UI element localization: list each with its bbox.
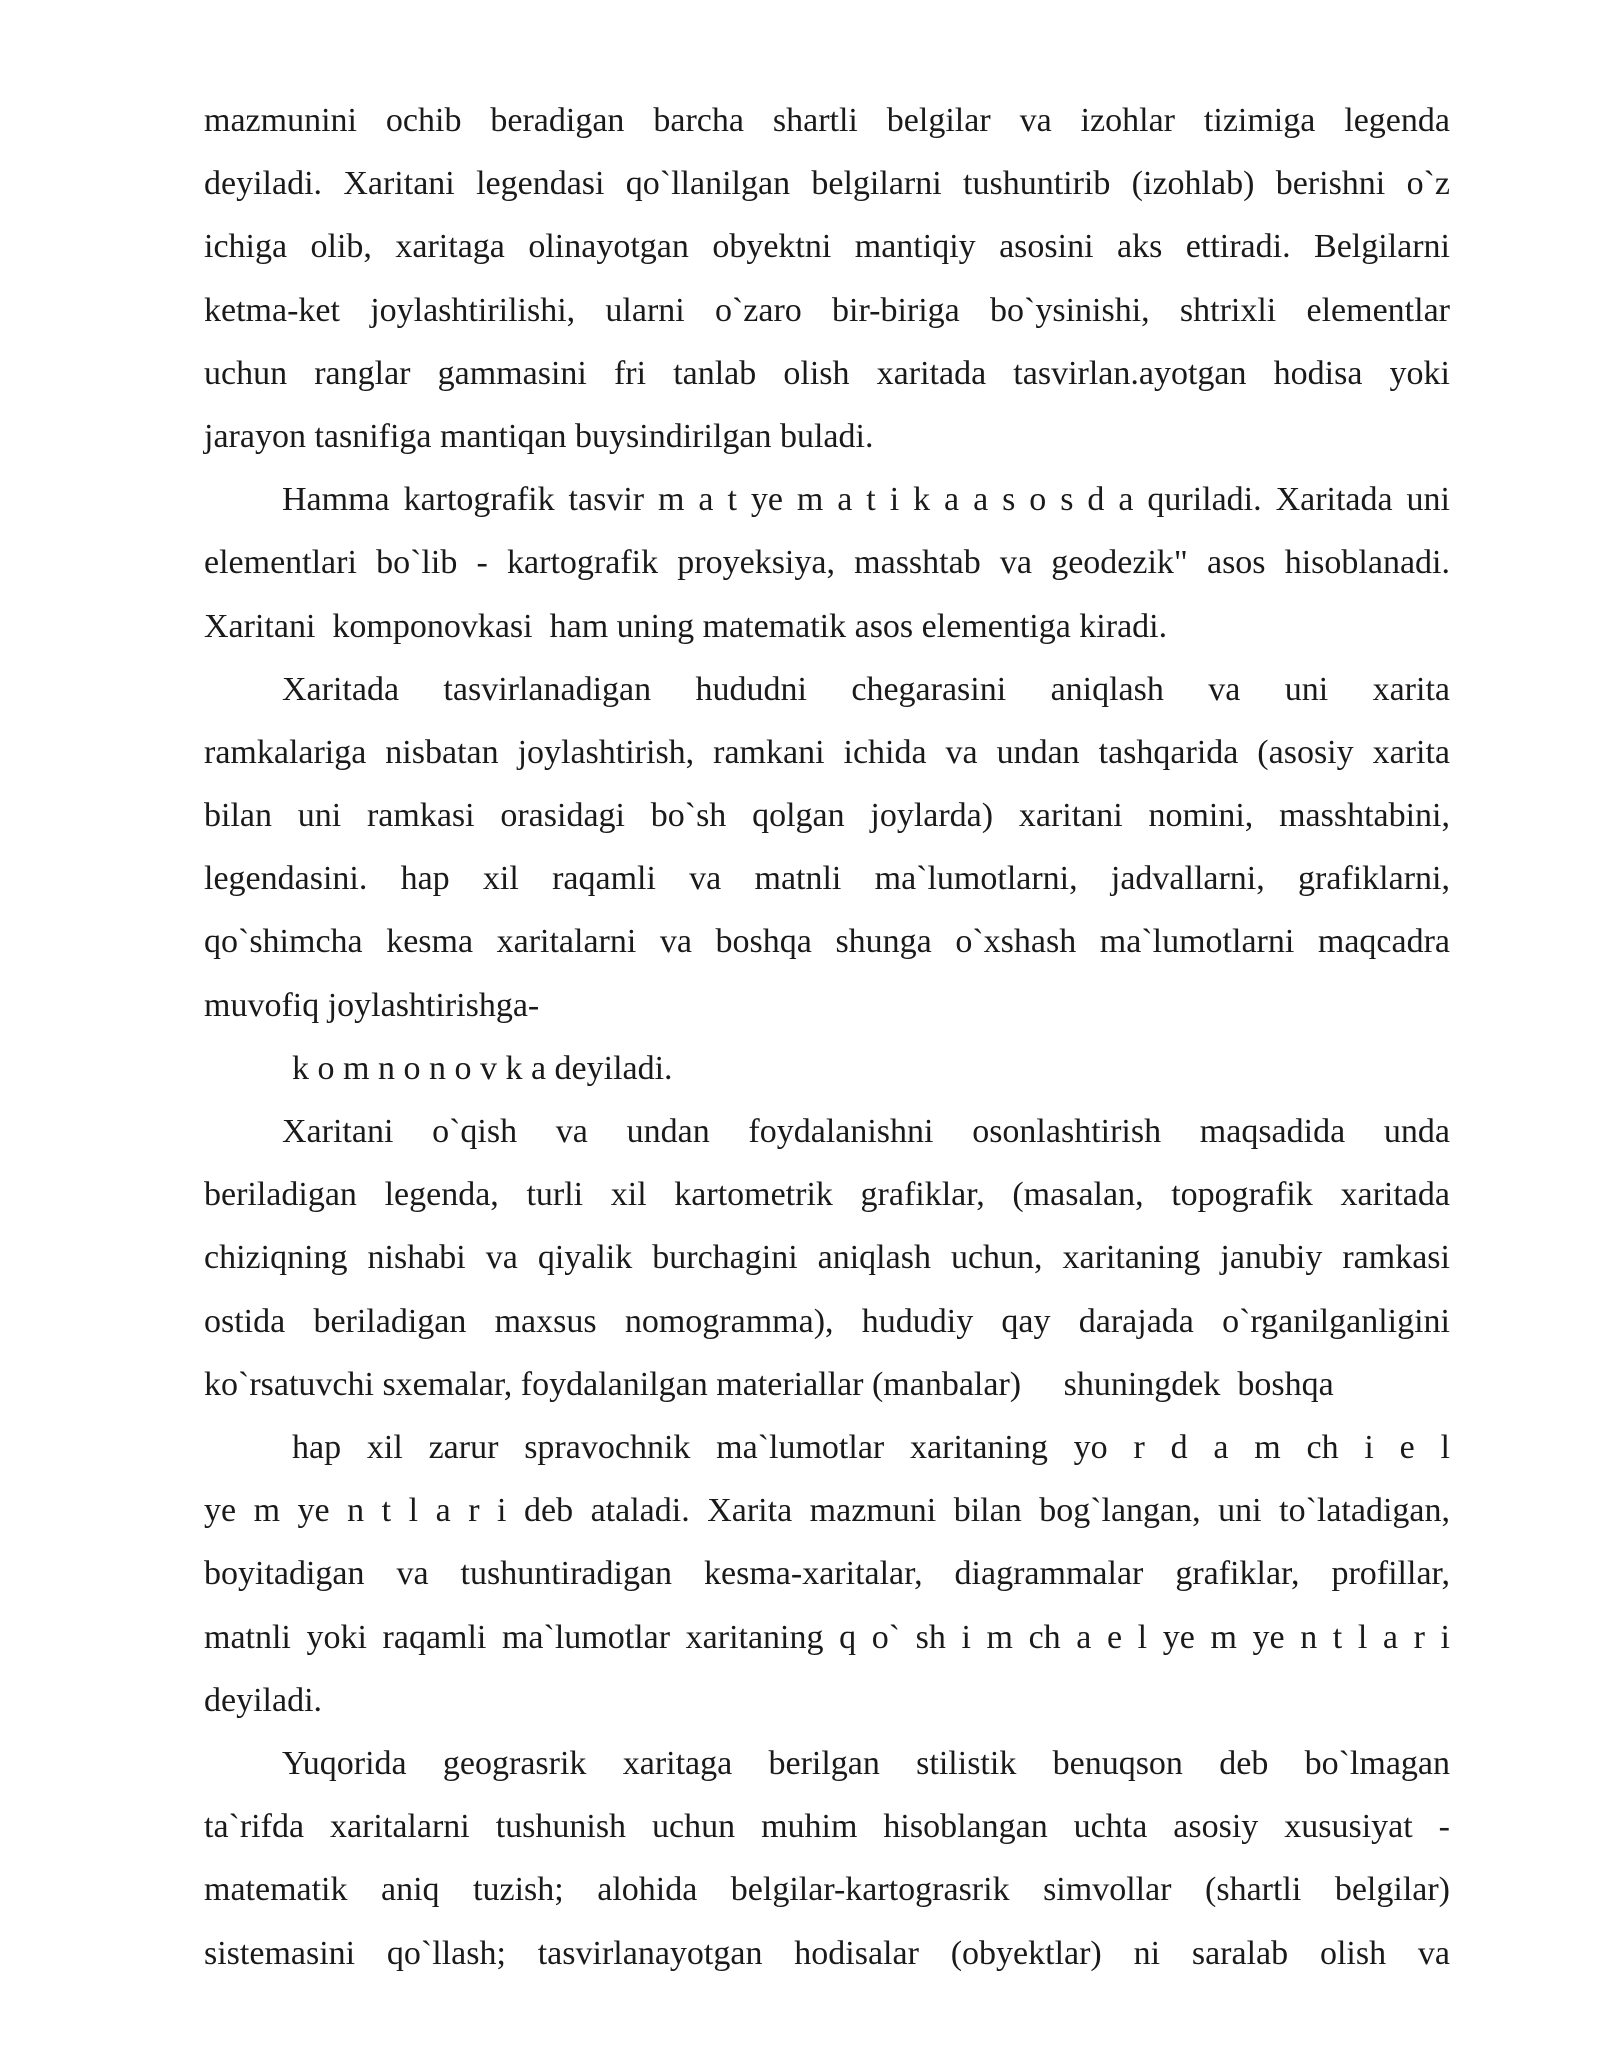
text-line: ketma-ket joylashtirilishi, ularni o`zaro bir-biriga bo`ysinishi, shtrixli elementlar bbox=[204, 291, 1450, 329]
text-line: boyitadigan va tushuntiradigan kesma-xaritalar, diagrammalar grafiklar, profillar, bbox=[204, 1555, 1450, 1593]
document-body bbox=[204, 89, 1450, 1985]
text-line: ye m ye n t l a r i deb ataladi. Xarita mazmuni bilan bog`langan, uni to`latadigan, bbox=[204, 1492, 1450, 1530]
text-line: deyiladi. bbox=[204, 1681, 323, 1719]
text-line: ichiga olib, xaritaga olinayotgan obyektni mantiqiy asosini aks ettiradi. Belgilarni bbox=[204, 228, 1450, 266]
text-line: Hamma kartografik tasvir m a t ye m a t i k a a s o s d a quriladi. Xaritada uni bbox=[282, 481, 1450, 519]
text-line: k o m n o n o v k a deyiladi. bbox=[292, 1049, 673, 1087]
text-line: uchun ranglar gammasini fri tanlab olish xaritada tasvirlan.ayotgan hodisa yoki bbox=[204, 354, 1450, 392]
text-line: chiziqning nishabi va qiyalik burchagini aniqlash uchun, xaritaning janubiy ramkasi bbox=[204, 1239, 1450, 1277]
text-line: mazmunini ochib beradigan barcha shartli belgilar va izohlar tizimiga legenda bbox=[204, 102, 1450, 139]
text-line: qo`shimcha kesma xaritalarni va boshqa shunga o`xshash ma`lumotlarni maqcadra bbox=[204, 923, 1450, 961]
text-line: ko`rsatuvchi sxemalar, foydalanilgan materiallar (manbalar) shuningdek boshqa bbox=[204, 1365, 1334, 1403]
text-line: ta`rifda xaritalarni tushunish uchun muhim hisoblangan uchta asosiy xususiyat - bbox=[204, 1808, 1450, 1846]
text-line: elementlari bo`lib - kartografik proyeksiya, masshtab va geodezik" asos hisoblanadi. bbox=[204, 544, 1450, 582]
text-line: Xaritani komponovkasi ham uning matematik asos elementiga kiradi. bbox=[204, 607, 1168, 645]
text-line: hap xil zarur spravochnik ma`lumotlar xaritaning yo r d a m ch i e l bbox=[292, 1429, 1450, 1467]
text-line: ramkalariga nisbatan joylashtirish, ramkani ichida va undan tashqarida (asosiy xarita bbox=[204, 733, 1450, 771]
text-line: sistemasini qo`llash; tasvirlanayotgan hodisalar (obyektlar) ni saralab olish va bbox=[204, 1934, 1450, 1972]
text-line: deyiladi. Xaritani legendasi qo`llanilgan belgilarni tushuntirib (izohlab) berishni o`z bbox=[204, 165, 1450, 203]
text-line: muvofiq joylashtirishga- bbox=[204, 986, 540, 1024]
text-line: matematik aniq tuzish; alohida belgilar-kartograsrik simvollar (shartli belgilar) bbox=[204, 1871, 1450, 1909]
text-line: beriladigan legenda, turli xil kartometrik grafiklar, (masalan, topografik xaritada bbox=[204, 1176, 1450, 1214]
text-line: Yuqorida geograsrik xaritaga berilgan stilistik benuqson deb bo`lmagan bbox=[282, 1744, 1450, 1782]
text-line: bilan uni ramkasi orasidagi bo`sh qolgan joylarda) xaritani nomini, masshtabini, bbox=[204, 797, 1450, 835]
text-line: jarayon tasnifiga mantiqan buysindirilgan buladi. bbox=[204, 417, 874, 455]
text-line: Xaritani o`qish va undan foydalanishni osonlashtirish maqsadida unda bbox=[282, 1113, 1450, 1151]
text-line: Xaritada tasvirlanadigan hududni chegarasini aniqlash va uni xarita bbox=[282, 670, 1450, 708]
text-line: legendasini. hap xil raqamli va matnli ma`lumotlarni, jadvallarni, grafiklarni, bbox=[204, 860, 1450, 898]
text-line: ostida beriladigan maxsus nomogramma), hududiy qay darajada o`rganilganligini bbox=[204, 1302, 1450, 1340]
text-line: matnli yoki raqamli ma`lumotlar xaritaning q o` sh i m ch a e l ye m ye n t l a r i bbox=[204, 1618, 1450, 1656]
